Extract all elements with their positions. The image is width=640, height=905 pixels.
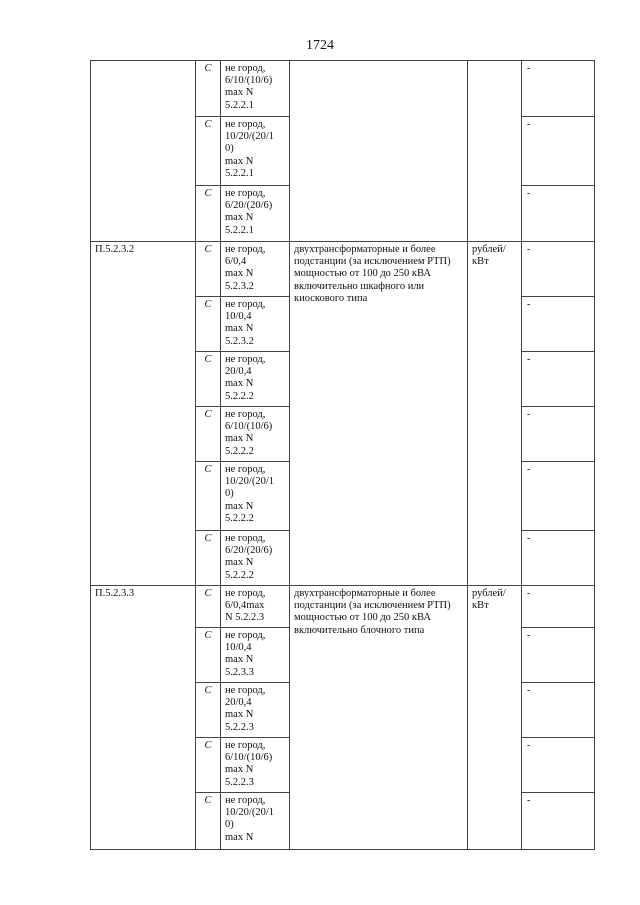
condition-line: 6/10/(10/6) [225,421,273,433]
condition-line: max N [225,155,254,167]
condition-line: не город, [225,409,266,420]
value-text: - [527,63,531,74]
category-cell: С [196,186,221,242]
condition-line: max N [225,87,254,99]
condition-line: не город, [225,630,266,641]
condition-line: 5.2.3.2 [225,280,254,292]
condition-line: max N [225,433,254,445]
condition-line: не город, [225,464,266,475]
value-cell [522,793,595,850]
condition-line: max N [225,709,254,721]
condition-line: 5.2.2.1 [225,224,254,236]
condition-line: 5.2.2.2 [225,569,254,581]
category-cell: С [196,407,221,462]
condition-cell [221,738,290,793]
value-cell [522,61,595,117]
value-text: - [527,795,531,806]
tariff-table [90,60,595,850]
value-cell [522,297,595,352]
unit-cell [468,61,522,242]
value-cell [522,462,595,531]
condition-cell [221,407,290,462]
condition-line: не город, [225,685,266,696]
value-text: - [527,740,531,751]
condition-line: max N [225,831,254,843]
value-text: - [527,464,531,475]
condition-line: 20/0,4 [225,366,252,378]
page-number: 1724 [306,38,334,53]
condition-line: 6/10/(10/6) [225,75,273,87]
condition-line: 10/0,4 [225,642,252,654]
table-row [91,586,595,628]
value-text: - [527,119,531,130]
category-cell: С [196,61,221,117]
category-cell: С [196,683,221,738]
value-cell [522,531,595,586]
category-cell: С [196,352,221,407]
unit-cell: рублей/кВт [468,586,522,850]
condition-line: 6/10/(10/6) [225,752,273,764]
condition-line: не город, [225,63,266,74]
condition-cell [221,531,290,586]
condition-line: max N [225,500,254,512]
condition-line: 20/0,4 [225,697,252,709]
value-text: - [527,533,531,544]
condition-line: не город, [225,588,266,599]
condition-line: не город, [225,188,266,199]
value-text: - [527,630,531,641]
condition-line: 5.2.3.2 [225,335,254,347]
condition-line: 6/0,4max [225,600,265,612]
unit-cell: рублей/кВт [468,242,522,586]
condition-line: max N [225,764,254,776]
table-row [91,242,595,297]
item-code-cell: П.5.2.3.2 [91,242,196,586]
category-cell: С [196,586,221,628]
category-cell: С [196,531,221,586]
condition-line: 6/20/(20/6) [225,545,273,557]
condition-line: 10/20/(20/1 [225,807,274,819]
condition-line: 6/0,4 [225,256,247,268]
condition-line: не город, [225,795,266,806]
condition-line: 5.2.2.2 [225,445,254,457]
table-row [91,61,595,117]
condition-line: 5.2.2.3 [225,776,254,788]
value-cell [522,683,595,738]
value-cell [522,407,595,462]
category-cell: С [196,297,221,352]
condition-line: 5.2.2.3 [225,721,254,733]
table-body [91,61,595,850]
condition-line: 5.2.2.1 [225,167,254,179]
condition-line: не город, [225,354,266,365]
value-text: - [527,685,531,696]
condition-line: не город, [225,299,266,310]
condition-cell [221,462,290,531]
value-cell [522,586,595,628]
condition-cell [221,242,290,297]
description-cell: двухтрансформаторные и более подстанции (за исключением РТП) мощностью от 100 до 250 кВА включительно блочного типа [290,586,468,850]
item-code-cell: П.5.2.3.3 [91,586,196,850]
condition-cell [221,352,290,407]
condition-line: N 5.2.2.3 [225,612,265,624]
value-cell [522,117,595,186]
condition-line: не город, [225,244,266,255]
condition-line: max N [225,212,254,224]
condition-cell [221,186,290,242]
description-cell [290,61,468,242]
condition-line: max N [225,557,254,569]
condition-line: 5.2.2.1 [225,99,254,111]
value-text: - [527,244,531,255]
value-text: - [527,588,531,599]
condition-line: max N [225,323,254,335]
condition-line: 10/0,4 [225,311,252,323]
value-cell [522,352,595,407]
category-cell: С [196,793,221,850]
category-cell: С [196,628,221,683]
condition-cell [221,586,290,628]
condition-line: 0) [225,488,234,500]
condition-line: 5.2.2.2 [225,390,254,402]
condition-cell [221,117,290,186]
condition-line: 5.2.2.2 [225,512,254,524]
category-cell: С [196,462,221,531]
condition-cell [221,793,290,850]
condition-line: 10/20/(20/1 [225,131,274,143]
condition-line: 10/20/(20/1 [225,476,274,488]
condition-cell [221,297,290,352]
condition-cell [221,61,290,117]
category-cell: С [196,738,221,793]
value-cell [522,242,595,297]
description-cell: двухтрансформаторные и более подстанции (за исключением РТП) мощностью от 100 до 250 кВА включительно шкафного или киоскового типа [290,242,468,586]
condition-line: не город, [225,740,266,751]
condition-line: 5.2.3.3 [225,666,254,678]
category-cell: С [196,242,221,297]
value-cell [522,186,595,242]
item-code-cell [91,61,196,242]
condition-line: max N [225,378,254,390]
condition-line: max N [225,268,254,280]
condition-line: max N [225,654,254,666]
category-cell: С [196,117,221,186]
condition-line: 6/20/(20/6) [225,200,273,212]
condition-line: не город, [225,533,266,544]
value-text: - [527,354,531,365]
condition-line: не город, [225,119,266,130]
value-text: - [527,299,531,310]
condition-line: 0) [225,143,234,155]
value-cell [522,628,595,683]
value-text: - [527,188,531,199]
value-text: - [527,409,531,420]
condition-line: 0) [225,819,234,831]
condition-cell [221,683,290,738]
condition-cell [221,628,290,683]
value-cell [522,738,595,793]
